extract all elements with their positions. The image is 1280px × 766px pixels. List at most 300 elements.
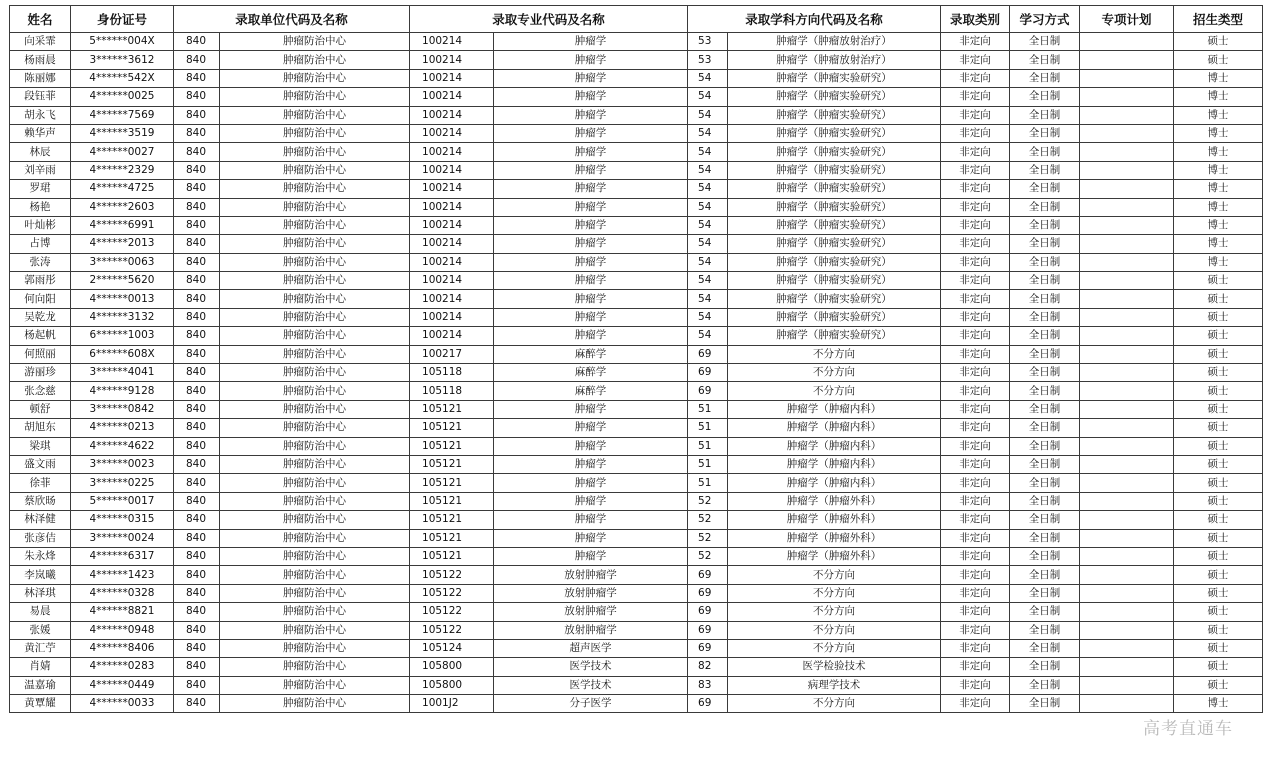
- enrollment-type-cell: 硕士: [1174, 51, 1263, 69]
- study-mode-cell: 全日制: [1010, 492, 1080, 510]
- admission-category-cell: 非定向: [941, 455, 1010, 473]
- direction-code-cell: 69: [688, 639, 728, 657]
- major-code-cell: 100214: [410, 198, 494, 216]
- admission-category-cell: 非定向: [941, 161, 1010, 179]
- direction-name-cell: 肿瘤学（肿瘤实验研究）: [728, 290, 941, 308]
- unit-code-cell: 840: [174, 33, 220, 51]
- table-row: [10, 124, 1263, 142]
- special-plan-cell: [1080, 143, 1174, 161]
- student-name-cell: 赖华声: [10, 124, 71, 142]
- id-number-cell: 3******0225: [71, 474, 174, 492]
- header-special-plan: 专项计划: [1080, 6, 1174, 33]
- student-name-cell: 张涛: [10, 253, 71, 271]
- enrollment-type-cell: 硕士: [1174, 345, 1263, 363]
- unit-name-cell: 肿瘤防治中心: [220, 253, 410, 271]
- unit-name-cell: 肿瘤防治中心: [220, 33, 410, 51]
- special-plan-cell: [1080, 621, 1174, 639]
- header-id-number: 身份证号: [71, 6, 174, 33]
- major-code-cell: 100214: [410, 143, 494, 161]
- student-name-cell: 段钰菲: [10, 88, 71, 106]
- student-name-cell: 罗珺: [10, 180, 71, 198]
- unit-code-cell: 840: [174, 180, 220, 198]
- admission-category-cell: 非定向: [941, 106, 1010, 124]
- direction-name-cell: 肿瘤学（肿瘤内科）: [728, 455, 941, 473]
- unit-code-cell: 840: [174, 216, 220, 234]
- id-number-cell: 4******4725: [71, 180, 174, 198]
- major-code-cell: 100214: [410, 235, 494, 253]
- direction-code-cell: 54: [688, 106, 728, 124]
- special-plan-cell: [1080, 88, 1174, 106]
- direction-code-cell: 54: [688, 124, 728, 142]
- table-row: [10, 51, 1263, 69]
- enrollment-type-cell: 硕士: [1174, 437, 1263, 455]
- study-mode-cell: 全日制: [1010, 511, 1080, 529]
- id-number-cell: 4******2329: [71, 161, 174, 179]
- major-code-cell: 100214: [410, 69, 494, 87]
- major-code-cell: 105122: [410, 603, 494, 621]
- unit-name-cell: 肿瘤防治中心: [220, 419, 410, 437]
- id-number-cell: 4******1423: [71, 566, 174, 584]
- admission-category-cell: 非定向: [941, 33, 1010, 51]
- direction-code-cell: 54: [688, 235, 728, 253]
- special-plan-cell: [1080, 51, 1174, 69]
- special-plan-cell: [1080, 382, 1174, 400]
- enrollment-type-cell: 硕士: [1174, 676, 1263, 694]
- study-mode-cell: 全日制: [1010, 198, 1080, 216]
- direction-name-cell: 不分方向: [728, 566, 941, 584]
- direction-code-cell: 69: [688, 695, 728, 713]
- unit-code-cell: 840: [174, 198, 220, 216]
- table-row: [10, 180, 1263, 198]
- study-mode-cell: 全日制: [1010, 345, 1080, 363]
- major-name-cell: 医学技术: [494, 658, 688, 676]
- direction-name-cell: 肿瘤学（肿瘤实验研究）: [728, 88, 941, 106]
- special-plan-cell: [1080, 695, 1174, 713]
- enrollment-type-cell: 博士: [1174, 253, 1263, 271]
- table-row: [10, 253, 1263, 271]
- admission-list: [9, 5, 1262, 713]
- student-name-cell: 刘辛雨: [10, 161, 71, 179]
- special-plan-cell: [1080, 69, 1174, 87]
- id-number-cell: 4******7569: [71, 106, 174, 124]
- major-code-cell: 105800: [410, 658, 494, 676]
- id-number-cell: 4******0315: [71, 511, 174, 529]
- study-mode-cell: 全日制: [1010, 621, 1080, 639]
- direction-code-cell: 52: [688, 492, 728, 510]
- enrollment-type-cell: 博士: [1174, 180, 1263, 198]
- table-row: [10, 529, 1263, 547]
- unit-code-cell: 840: [174, 327, 220, 345]
- major-code-cell: 105121: [410, 419, 494, 437]
- direction-code-cell: 53: [688, 51, 728, 69]
- header-unit: 录取单位代码及名称: [174, 6, 410, 33]
- major-code-cell: 105122: [410, 621, 494, 639]
- admission-category-cell: 非定向: [941, 529, 1010, 547]
- enrollment-type-cell: 硕士: [1174, 33, 1263, 51]
- unit-name-cell: 肿瘤防治中心: [220, 308, 410, 326]
- study-mode-cell: 全日制: [1010, 603, 1080, 621]
- special-plan-cell: [1080, 603, 1174, 621]
- table-row: [10, 33, 1263, 51]
- direction-name-cell: 肿瘤学（肿瘤外科）: [728, 492, 941, 510]
- table-row: [10, 511, 1263, 529]
- unit-code-cell: 840: [174, 51, 220, 69]
- student-name-cell: 吴乾龙: [10, 308, 71, 326]
- student-name-cell: 张媛: [10, 621, 71, 639]
- table-row: [10, 198, 1263, 216]
- unit-name-cell: 肿瘤防治中心: [220, 658, 410, 676]
- admission-category-cell: 非定向: [941, 566, 1010, 584]
- unit-name-cell: 肿瘤防治中心: [220, 364, 410, 382]
- enrollment-type-cell: 博士: [1174, 88, 1263, 106]
- admission-category-cell: 非定向: [941, 695, 1010, 713]
- major-name-cell: 放射肿瘤学: [494, 621, 688, 639]
- header-row: [10, 6, 1263, 33]
- major-code-cell: 100214: [410, 124, 494, 142]
- admission-category-cell: 非定向: [941, 235, 1010, 253]
- table-body: [10, 33, 1263, 713]
- direction-code-cell: 51: [688, 474, 728, 492]
- unit-code-cell: 840: [174, 566, 220, 584]
- student-name-cell: 叶灿彬: [10, 216, 71, 234]
- direction-code-cell: 51: [688, 419, 728, 437]
- admission-category-cell: 非定向: [941, 198, 1010, 216]
- unit-name-cell: 肿瘤防治中心: [220, 529, 410, 547]
- study-mode-cell: 全日制: [1010, 216, 1080, 234]
- study-mode-cell: 全日制: [1010, 437, 1080, 455]
- direction-code-cell: 51: [688, 455, 728, 473]
- table-row: [10, 658, 1263, 676]
- special-plan-cell: [1080, 511, 1174, 529]
- direction-name-cell: 肿瘤学（肿瘤实验研究）: [728, 180, 941, 198]
- unit-name-cell: 肿瘤防治中心: [220, 455, 410, 473]
- special-plan-cell: [1080, 124, 1174, 142]
- unit-code-cell: 840: [174, 695, 220, 713]
- table-row: [10, 603, 1263, 621]
- enrollment-type-cell: 博士: [1174, 216, 1263, 234]
- direction-name-cell: 肿瘤学（肿瘤内科）: [728, 400, 941, 418]
- student-name-cell: 杨起帆: [10, 327, 71, 345]
- direction-code-cell: 69: [688, 345, 728, 363]
- header-enrollment-type: 招生类型: [1174, 6, 1263, 33]
- unit-code-cell: 840: [174, 253, 220, 271]
- direction-name-cell: 不分方向: [728, 621, 941, 639]
- study-mode-cell: 全日制: [1010, 253, 1080, 271]
- major-name-cell: 放射肿瘤学: [494, 603, 688, 621]
- major-code-cell: 100214: [410, 88, 494, 106]
- major-code-cell: 100214: [410, 308, 494, 326]
- special-plan-cell: [1080, 400, 1174, 418]
- student-name-cell: 顿舒: [10, 400, 71, 418]
- header-direction: 录取学科方向代码及名称: [688, 6, 941, 33]
- unit-name-cell: 肿瘤防治中心: [220, 51, 410, 69]
- student-name-cell: 游丽珍: [10, 364, 71, 382]
- unit-name-cell: 肿瘤防治中心: [220, 272, 410, 290]
- unit-name-cell: 肿瘤防治中心: [220, 676, 410, 694]
- table-row: [10, 437, 1263, 455]
- direction-name-cell: 肿瘤学（肿瘤实验研究）: [728, 216, 941, 234]
- special-plan-cell: [1080, 566, 1174, 584]
- major-code-cell: 100214: [410, 33, 494, 51]
- major-name-cell: 麻醉学: [494, 364, 688, 382]
- admission-category-cell: 非定向: [941, 88, 1010, 106]
- student-name-cell: 林泽健: [10, 511, 71, 529]
- direction-name-cell: 肿瘤学（肿瘤实验研究）: [728, 198, 941, 216]
- id-number-cell: 3******0842: [71, 400, 174, 418]
- major-name-cell: 肿瘤学: [494, 327, 688, 345]
- enrollment-type-cell: 博士: [1174, 198, 1263, 216]
- admission-category-cell: 非定向: [941, 253, 1010, 271]
- major-name-cell: 放射肿瘤学: [494, 584, 688, 602]
- study-mode-cell: 全日制: [1010, 658, 1080, 676]
- unit-code-cell: 840: [174, 437, 220, 455]
- table-row: [10, 106, 1263, 124]
- direction-code-cell: 54: [688, 88, 728, 106]
- special-plan-cell: [1080, 106, 1174, 124]
- admission-category-cell: 非定向: [941, 216, 1010, 234]
- major-name-cell: 肿瘤学: [494, 161, 688, 179]
- enrollment-type-cell: 硕士: [1174, 382, 1263, 400]
- unit-name-cell: 肿瘤防治中心: [220, 566, 410, 584]
- header-name: 姓名: [10, 6, 71, 33]
- unit-code-cell: 840: [174, 455, 220, 473]
- id-number-cell: 4******0948: [71, 621, 174, 639]
- table-row: [10, 474, 1263, 492]
- unit-name-cell: 肿瘤防治中心: [220, 124, 410, 142]
- enrollment-type-cell: 硕士: [1174, 658, 1263, 676]
- admission-category-cell: 非定向: [941, 51, 1010, 69]
- id-number-cell: 4******8406: [71, 639, 174, 657]
- major-code-cell: 105121: [410, 492, 494, 510]
- major-name-cell: 肿瘤学: [494, 455, 688, 473]
- direction-code-cell: 54: [688, 180, 728, 198]
- table-row: [10, 308, 1263, 326]
- enrollment-type-cell: 博士: [1174, 235, 1263, 253]
- special-plan-cell: [1080, 198, 1174, 216]
- unit-code-cell: 840: [174, 639, 220, 657]
- id-number-cell: 4******0213: [71, 419, 174, 437]
- admission-category-cell: 非定向: [941, 345, 1010, 363]
- study-mode-cell: 全日制: [1010, 308, 1080, 326]
- major-code-cell: 100214: [410, 106, 494, 124]
- watermark-logo: 高考直通车: [1143, 719, 1233, 739]
- admission-category-cell: 非定向: [941, 180, 1010, 198]
- admission-category-cell: 非定向: [941, 676, 1010, 694]
- unit-name-cell: 肿瘤防治中心: [220, 382, 410, 400]
- direction-code-cell: 52: [688, 529, 728, 547]
- special-plan-cell: [1080, 364, 1174, 382]
- enrollment-type-cell: 硕士: [1174, 455, 1263, 473]
- direction-code-cell: 69: [688, 364, 728, 382]
- unit-code-cell: 840: [174, 621, 220, 639]
- special-plan-cell: [1080, 253, 1174, 271]
- id-number-cell: 4******0449: [71, 676, 174, 694]
- major-name-cell: 放射肿瘤学: [494, 566, 688, 584]
- direction-code-cell: 53: [688, 33, 728, 51]
- study-mode-cell: 全日制: [1010, 106, 1080, 124]
- major-name-cell: 麻醉学: [494, 382, 688, 400]
- student-name-cell: 杨艳: [10, 198, 71, 216]
- unit-name-cell: 肿瘤防治中心: [220, 345, 410, 363]
- study-mode-cell: 全日制: [1010, 290, 1080, 308]
- unit-code-cell: 840: [174, 124, 220, 142]
- direction-name-cell: 肿瘤学（肿瘤外科）: [728, 529, 941, 547]
- enrollment-type-cell: 博士: [1174, 695, 1263, 713]
- unit-code-cell: 840: [174, 272, 220, 290]
- special-plan-cell: [1080, 419, 1174, 437]
- major-name-cell: 肿瘤学: [494, 69, 688, 87]
- unit-name-cell: 肿瘤防治中心: [220, 621, 410, 639]
- unit-name-cell: 肿瘤防治中心: [220, 327, 410, 345]
- enrollment-type-cell: 博士: [1174, 161, 1263, 179]
- table-row: [10, 639, 1263, 657]
- direction-name-cell: 医学检验技术: [728, 658, 941, 676]
- direction-name-cell: 不分方向: [728, 695, 941, 713]
- special-plan-cell: [1080, 235, 1174, 253]
- student-name-cell: 林辰: [10, 143, 71, 161]
- id-number-cell: 3******4041: [71, 364, 174, 382]
- enrollment-type-cell: 硕士: [1174, 308, 1263, 326]
- direction-code-cell: 54: [688, 253, 728, 271]
- enrollment-type-cell: 硕士: [1174, 290, 1263, 308]
- id-number-cell: 4******3519: [71, 124, 174, 142]
- unit-name-cell: 肿瘤防治中心: [220, 235, 410, 253]
- admission-category-cell: 非定向: [941, 419, 1010, 437]
- direction-code-cell: 69: [688, 621, 728, 639]
- table-row: [10, 492, 1263, 510]
- study-mode-cell: 全日制: [1010, 51, 1080, 69]
- major-code-cell: 100214: [410, 290, 494, 308]
- direction-name-cell: 肿瘤学（肿瘤外科）: [728, 511, 941, 529]
- direction-name-cell: 肿瘤学（肿瘤内科）: [728, 419, 941, 437]
- unit-code-cell: 840: [174, 603, 220, 621]
- special-plan-cell: [1080, 676, 1174, 694]
- table-row: [10, 382, 1263, 400]
- student-name-cell: 向采霏: [10, 33, 71, 51]
- direction-name-cell: 肿瘤学（肿瘤实验研究）: [728, 161, 941, 179]
- major-name-cell: 肿瘤学: [494, 198, 688, 216]
- table-row: [10, 143, 1263, 161]
- student-name-cell: 朱永烽: [10, 547, 71, 565]
- unit-code-cell: 840: [174, 88, 220, 106]
- study-mode-cell: 全日制: [1010, 455, 1080, 473]
- unit-name-cell: 肿瘤防治中心: [220, 143, 410, 161]
- study-mode-cell: 全日制: [1010, 33, 1080, 51]
- major-name-cell: 肿瘤学: [494, 437, 688, 455]
- id-number-cell: 2******5620: [71, 272, 174, 290]
- header-major: 录取专业代码及名称: [410, 6, 688, 33]
- major-code-cell: 100217: [410, 345, 494, 363]
- major-code-cell: 100214: [410, 180, 494, 198]
- major-code-cell: 105118: [410, 382, 494, 400]
- id-number-cell: 4******2603: [71, 198, 174, 216]
- student-name-cell: 盛文雨: [10, 455, 71, 473]
- direction-name-cell: 不分方向: [728, 603, 941, 621]
- major-code-cell: 105121: [410, 455, 494, 473]
- enrollment-type-cell: 博士: [1174, 106, 1263, 124]
- enrollment-type-cell: 硕士: [1174, 584, 1263, 602]
- unit-name-cell: 肿瘤防治中心: [220, 547, 410, 565]
- unit-code-cell: 840: [174, 400, 220, 418]
- direction-name-cell: 肿瘤学（肿瘤放射治疗）: [728, 51, 941, 69]
- major-name-cell: 肿瘤学: [494, 106, 688, 124]
- admission-category-cell: 非定向: [941, 658, 1010, 676]
- unit-name-cell: 肿瘤防治中心: [220, 290, 410, 308]
- table-row: [10, 584, 1263, 602]
- study-mode-cell: 全日制: [1010, 69, 1080, 87]
- major-name-cell: 超声医学: [494, 639, 688, 657]
- study-mode-cell: 全日制: [1010, 180, 1080, 198]
- enrollment-type-cell: 博士: [1174, 143, 1263, 161]
- direction-code-cell: 69: [688, 603, 728, 621]
- direction-name-cell: 肿瘤学（肿瘤实验研究）: [728, 308, 941, 326]
- direction-name-cell: 不分方向: [728, 584, 941, 602]
- table-row: [10, 216, 1263, 234]
- study-mode-cell: 全日制: [1010, 419, 1080, 437]
- id-number-cell: 4******0283: [71, 658, 174, 676]
- id-number-cell: 3******0023: [71, 455, 174, 473]
- student-name-cell: 胡永飞: [10, 106, 71, 124]
- student-name-cell: 温嘉瑜: [10, 676, 71, 694]
- enrollment-type-cell: 硕士: [1174, 529, 1263, 547]
- direction-code-cell: 52: [688, 547, 728, 565]
- study-mode-cell: 全日制: [1010, 88, 1080, 106]
- student-name-cell: 肖婧: [10, 658, 71, 676]
- student-name-cell: 蔡欣旸: [10, 492, 71, 510]
- enrollment-type-cell: 硕士: [1174, 400, 1263, 418]
- major-code-cell: 105121: [410, 437, 494, 455]
- direction-name-cell: 肿瘤学（肿瘤内科）: [728, 437, 941, 455]
- admission-category-cell: 非定向: [941, 143, 1010, 161]
- special-plan-cell: [1080, 584, 1174, 602]
- major-name-cell: 肿瘤学: [494, 216, 688, 234]
- direction-code-cell: 54: [688, 327, 728, 345]
- major-code-cell: 105121: [410, 511, 494, 529]
- unit-name-cell: 肿瘤防治中心: [220, 180, 410, 198]
- major-name-cell: 肿瘤学: [494, 308, 688, 326]
- admission-category-cell: 非定向: [941, 603, 1010, 621]
- id-number-cell: 4******4622: [71, 437, 174, 455]
- major-code-cell: 100214: [410, 216, 494, 234]
- student-name-cell: 何向阳: [10, 290, 71, 308]
- major-name-cell: 肿瘤学: [494, 511, 688, 529]
- direction-name-cell: 肿瘤学（肿瘤实验研究）: [728, 272, 941, 290]
- id-number-cell: 4******0033: [71, 695, 174, 713]
- id-number-cell: 4******0027: [71, 143, 174, 161]
- table-row: [10, 676, 1263, 694]
- admission-category-cell: 非定向: [941, 290, 1010, 308]
- enrollment-type-cell: 硕士: [1174, 639, 1263, 657]
- direction-code-cell: 69: [688, 382, 728, 400]
- unit-code-cell: 840: [174, 492, 220, 510]
- major-code-cell: 105122: [410, 566, 494, 584]
- table-row: [10, 272, 1263, 290]
- id-number-cell: 4******6991: [71, 216, 174, 234]
- major-name-cell: 肿瘤学: [494, 400, 688, 418]
- unit-name-cell: 肿瘤防治中心: [220, 216, 410, 234]
- direction-code-cell: 82: [688, 658, 728, 676]
- table-row: [10, 455, 1263, 473]
- unit-code-cell: 840: [174, 584, 220, 602]
- direction-name-cell: 不分方向: [728, 345, 941, 363]
- id-number-cell: 4******542X: [71, 69, 174, 87]
- study-mode-cell: 全日制: [1010, 584, 1080, 602]
- enrollment-type-cell: 硕士: [1174, 474, 1263, 492]
- study-mode-cell: 全日制: [1010, 235, 1080, 253]
- admission-category-cell: 非定向: [941, 272, 1010, 290]
- id-number-cell: 4******0013: [71, 290, 174, 308]
- special-plan-cell: [1080, 216, 1174, 234]
